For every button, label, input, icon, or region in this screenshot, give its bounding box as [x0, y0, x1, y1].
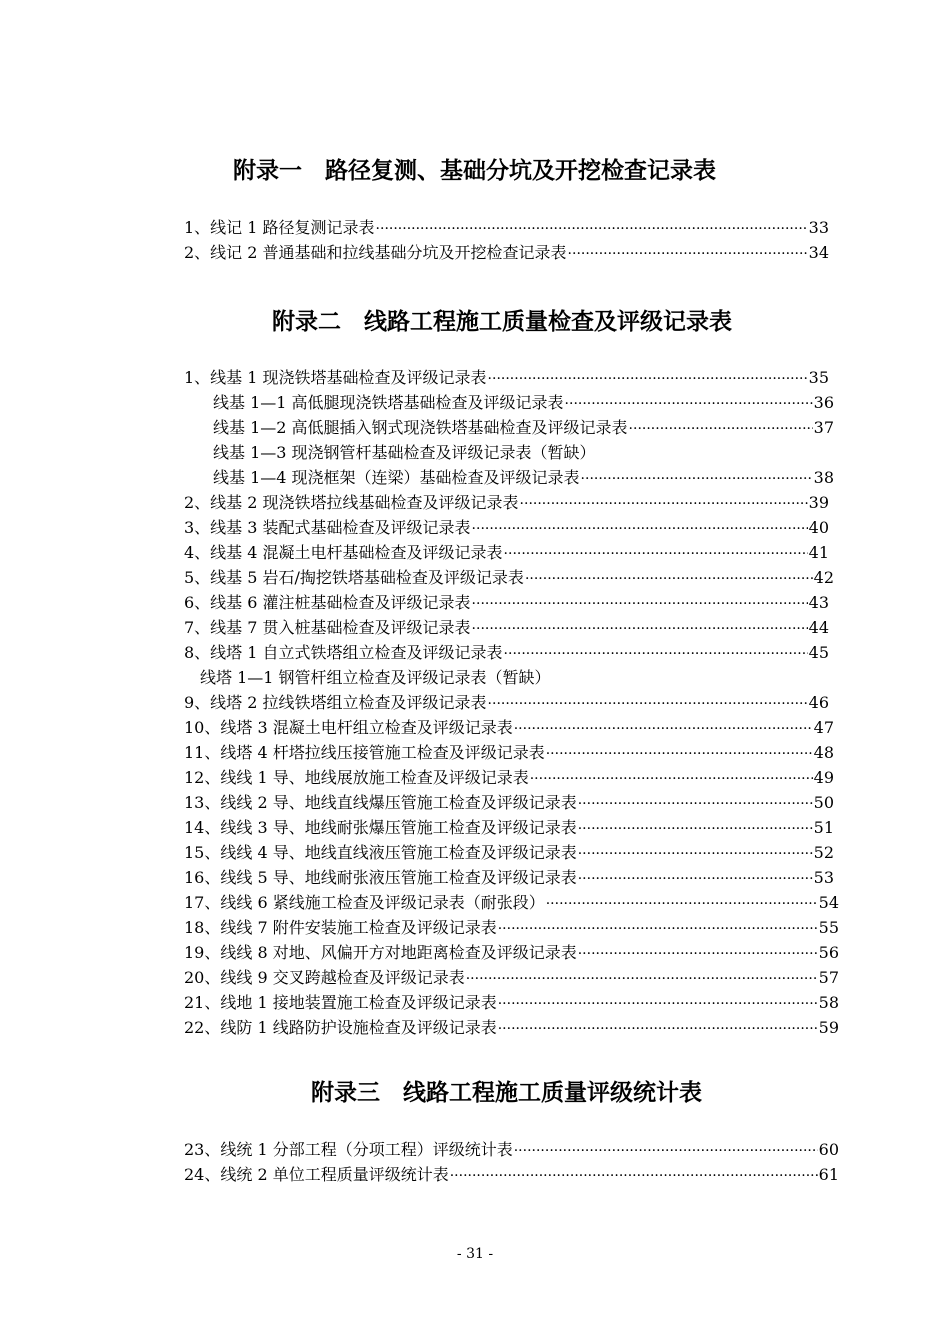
toc-leader-dots	[376, 217, 808, 241]
toc-leader-dots	[498, 992, 818, 1016]
toc-entry-title: 1、线基 1 现浇铁塔基础检查及评级记录表	[184, 368, 487, 387]
page-number: - 31 -	[456, 1246, 494, 1262]
toc-entry-page: 42	[813, 568, 834, 587]
toc-entry-title: 7、线基 7 贯入桩基础检查及评级记录表	[184, 618, 471, 637]
toc-leader-dots	[520, 492, 808, 516]
toc-entry-page: 36	[813, 393, 834, 412]
toc-entry[interactable]	[184, 791, 834, 815]
toc-leader-dots	[498, 1017, 818, 1041]
toc-entry[interactable]	[184, 766, 834, 790]
toc-leader-dots	[525, 567, 813, 591]
toc-entry[interactable]	[184, 966, 839, 990]
toc-entry-title: 6、线基 6 灌注桩基础检查及评级记录表	[184, 593, 471, 612]
toc-entry-title: 21、线地 1 接地装置施工检查及评级记录表	[184, 993, 497, 1012]
toc-entry-title: 8、线塔 1 自立式铁塔组立检查及评级记录表	[184, 643, 503, 662]
toc-leader-dots	[488, 692, 808, 716]
toc-entry-title: 17、线线 6 紧线施工检查及评级记录表（耐张段）	[184, 893, 545, 912]
toc-leader-dots	[472, 592, 808, 616]
toc-entry-title: 16、线线 5 导、地线耐张液压管施工检查及评级记录表	[184, 868, 577, 887]
toc-entry-title: 3、线基 3 装配式基础检查及评级记录表	[184, 518, 471, 537]
toc-entry[interactable]	[213, 391, 834, 415]
toc-entry-title: 19、线线 8 对地、风偏开方对地距离检查及评级记录表	[184, 943, 577, 962]
toc-entry-page: 44	[808, 618, 829, 637]
toc-entry[interactable]	[184, 516, 829, 540]
toc-entry-page: 46	[808, 693, 829, 712]
toc-leader-dots	[514, 1139, 818, 1163]
toc-entry-page: 52	[813, 843, 834, 862]
toc-entry[interactable]	[184, 916, 839, 940]
toc-entry-title: 9、线塔 2 拉线铁塔组立检查及评级记录表	[184, 693, 487, 712]
toc-entry-title: 13、线线 2 导、地线直线爆压管施工检查及评级记录表	[184, 793, 577, 812]
toc-leader-dots	[578, 867, 813, 891]
toc-entry-page: 34	[808, 243, 829, 262]
toc-entry-title: 线塔 1—1 钢管杆组立检查及评级记录表（暂缺）	[200, 668, 551, 687]
section-heading-appendix-2: 附录二 线路工程施工质量检查及评级记录表	[272, 309, 732, 335]
toc-leader-dots	[530, 767, 813, 791]
toc-entry-page: 39	[808, 493, 829, 512]
toc-entry[interactable]	[184, 241, 829, 265]
toc-entry[interactable]	[184, 816, 834, 840]
toc-entry[interactable]	[184, 991, 839, 1015]
toc-leader-dots	[498, 917, 818, 941]
toc-entry[interactable]	[184, 866, 834, 890]
toc-entry[interactable]	[184, 616, 829, 640]
toc-entry-page: 55	[818, 918, 839, 937]
toc-entry-title: 11、线塔 4 杆塔拉线压接管施工检查及评级记录表	[184, 743, 545, 762]
toc-entry-page: 57	[818, 968, 839, 987]
toc-leader-dots	[568, 242, 808, 266]
toc-entry[interactable]	[213, 466, 834, 490]
toc-entry-title: 1、线记 1 路径复测记录表	[184, 218, 375, 237]
section-heading-appendix-1: 附录一 路径复测、基础分坑及开挖检查记录表	[233, 158, 716, 184]
toc-leader-dots	[629, 417, 813, 441]
toc-entry[interactable]	[213, 441, 834, 465]
toc-leader-dots	[578, 942, 818, 966]
toc-entry[interactable]	[184, 541, 829, 565]
toc-leader-dots	[546, 892, 818, 916]
toc-entry-title: 20、线线 9 交叉跨越检查及评级记录表	[184, 968, 465, 987]
toc-entry-title: 15、线线 4 导、地线直线液压管施工检查及评级记录表	[184, 843, 577, 862]
toc-leader-dots	[565, 392, 813, 416]
toc-entry-title: 22、线防 1 线路防护设施检查及评级记录表	[184, 1018, 497, 1037]
toc-entry-title: 2、线记 2 普通基础和拉线基础分坑及开挖检查记录表	[184, 243, 567, 262]
toc-entry-title: 线基 1—3 现浇钢管杆基础检查及评级记录表（暂缺）	[213, 443, 596, 462]
toc-entry-title: 23、线统 1 分部工程（分项工程）评级统计表	[184, 1140, 513, 1159]
toc-entry-title: 线基 1—4 现浇框架（连梁）基础检查及评级记录表	[213, 468, 580, 487]
toc-entry-page: 48	[813, 743, 834, 762]
toc-entry-page: 38	[813, 468, 834, 487]
toc-entry[interactable]	[184, 1138, 839, 1162]
toc-entry-title: 18、线线 7 附件安装施工检查及评级记录表	[184, 918, 497, 937]
toc-entry[interactable]	[184, 366, 829, 390]
toc-leader-dots	[546, 742, 813, 766]
toc-entry-page: 49	[813, 768, 834, 787]
toc-entry-page: 35	[808, 368, 829, 387]
toc-entry-page: 61	[818, 1165, 839, 1184]
toc-entry-title: 10、线塔 3 混凝土电杆组立检查及评级记录表	[184, 718, 513, 737]
toc-entry-page: 41	[808, 543, 829, 562]
toc-entry[interactable]	[184, 1163, 839, 1187]
toc-leader-dots	[578, 842, 813, 866]
toc-entry-title: 5、线基 5 岩石/掏挖铁塔基础检查及评级记录表	[184, 568, 524, 587]
toc-entry[interactable]	[200, 666, 830, 690]
toc-leader-dots	[504, 542, 808, 566]
toc-entry-title: 4、线基 4 混凝土电杆基础检查及评级记录表	[184, 543, 503, 562]
toc-leader-dots	[472, 517, 808, 541]
toc-entry[interactable]	[184, 1016, 839, 1040]
toc-entry[interactable]	[184, 641, 829, 665]
toc-entry-page: 58	[818, 993, 839, 1012]
toc-leader-dots	[504, 642, 808, 666]
toc-entry[interactable]	[184, 566, 834, 590]
toc-entry-page: 53	[813, 868, 834, 887]
toc-leader-dots	[581, 467, 813, 491]
toc-entry-page: 33	[808, 218, 829, 237]
toc-entry-page: 60	[818, 1140, 839, 1159]
toc-entry-page: 45	[808, 643, 829, 662]
toc-entry[interactable]	[184, 691, 829, 715]
toc-entry[interactable]	[213, 416, 834, 440]
toc-entry-page: 51	[813, 818, 834, 837]
toc-entry-page: 40	[808, 518, 829, 537]
toc-entry[interactable]	[184, 216, 829, 240]
toc-entry[interactable]	[184, 941, 839, 965]
toc-leader-dots	[488, 367, 808, 391]
toc-leader-dots	[466, 967, 818, 991]
toc-entry-page: 37	[813, 418, 834, 437]
toc-leader-dots	[578, 792, 813, 816]
toc-entry[interactable]	[184, 716, 834, 740]
toc-entry[interactable]	[184, 491, 829, 515]
toc-entry-title: 24、线统 2 单位工程质量评级统计表	[184, 1165, 449, 1184]
toc-entry-page: 59	[818, 1018, 839, 1037]
toc-entry-page: 54	[818, 893, 839, 912]
toc-entry-page: 47	[813, 718, 834, 737]
toc-entry-title: 14、线线 3 导、地线耐张爆压管施工检查及评级记录表	[184, 818, 577, 837]
toc-entry-page: 50	[813, 793, 834, 812]
toc-entry-page: 43	[808, 593, 829, 612]
toc-leader-dots	[578, 817, 813, 841]
toc-entry-page: 56	[818, 943, 839, 962]
section-heading-appendix-3: 附录三 线路工程施工质量评级统计表	[311, 1080, 702, 1106]
toc-entry-title: 2、线基 2 现浇铁塔拉线基础检查及评级记录表	[184, 493, 519, 512]
toc-entry-title: 线基 1—2 高低腿插入钢式现浇铁塔基础检查及评级记录表	[213, 418, 628, 437]
toc-entry[interactable]	[184, 741, 834, 765]
toc-leader-dots	[514, 717, 813, 741]
toc-entry[interactable]	[184, 891, 839, 915]
toc-entry-title: 12、线线 1 导、地线展放施工检查及评级记录表	[184, 768, 529, 787]
toc-entry[interactable]	[184, 841, 834, 865]
toc-leader-dots	[450, 1164, 818, 1188]
toc-entry[interactable]	[184, 591, 829, 615]
toc-leader-dots	[472, 617, 808, 641]
toc-entry-title: 线基 1—1 高低腿现浇铁塔基础检查及评级记录表	[213, 393, 564, 412]
